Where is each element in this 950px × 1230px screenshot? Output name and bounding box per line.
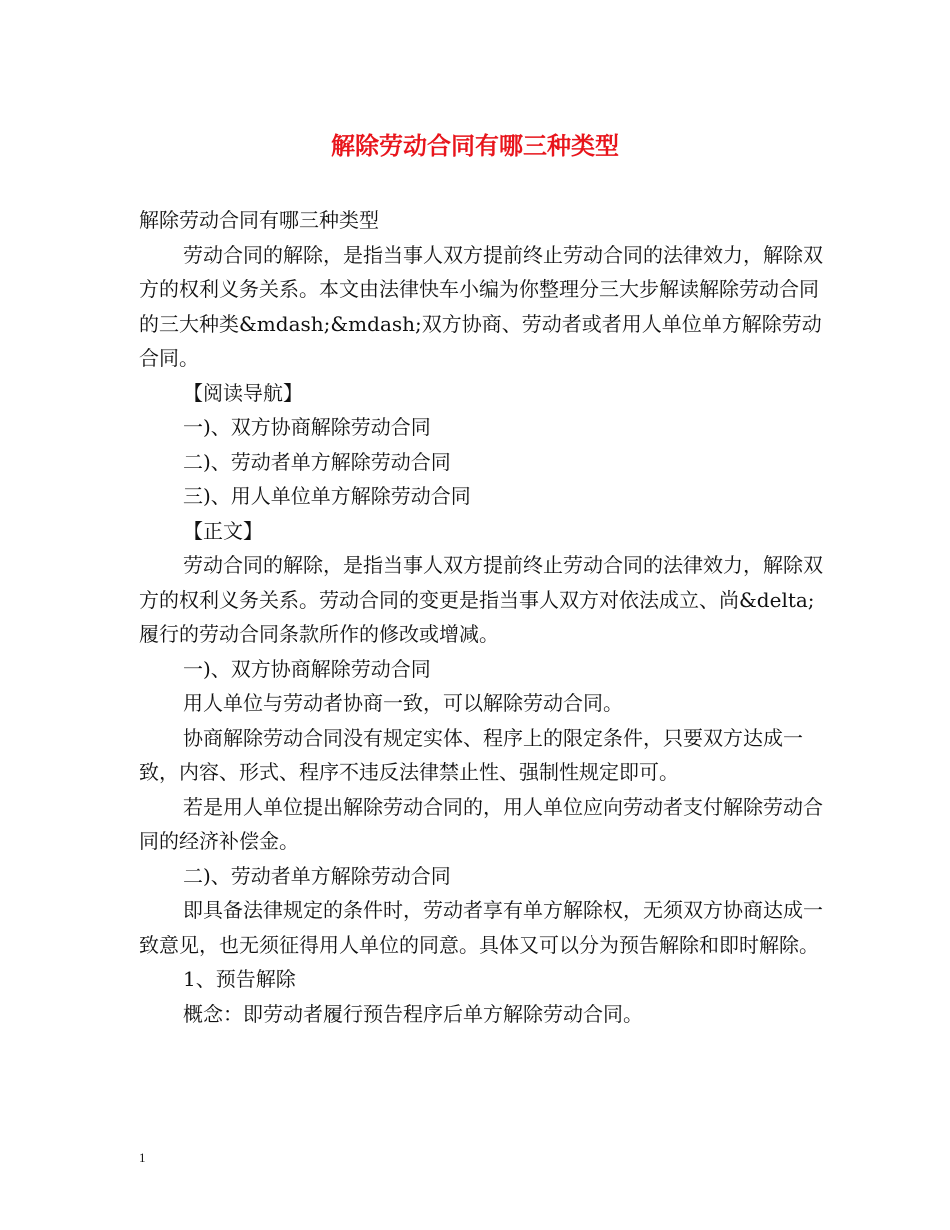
nav-item-3: 三)、用人单位单方解除劳动合同 bbox=[183, 484, 471, 508]
paragraph-mutual-agreement: 用人单位与劳动者协商一致，可以解除劳动合同。 bbox=[183, 691, 623, 715]
paragraph-compensation: 若是用人单位提出解除劳动合同的，用人单位应向劳动者支付解除劳动合同的经济补偿金。 bbox=[139, 794, 823, 853]
subsection-heading-1: 1、预告解除 bbox=[183, 967, 296, 991]
reading-nav-heading: 【阅读导航】 bbox=[183, 380, 303, 405]
paragraph-concept: 概念：即劳动者履行预告程序后单方解除劳动合同。 bbox=[183, 1001, 643, 1026]
nav-item-1: 一)、双方协商解除劳动合同 bbox=[183, 415, 431, 439]
document-body bbox=[139, 203, 829, 1031]
page-number: 1 bbox=[139, 1150, 146, 1165]
document-title: 解除劳动合同有哪三种类型 bbox=[331, 131, 619, 160]
main-text-heading: 【正文】 bbox=[183, 518, 263, 543]
section-heading-2: 二)、劳动者单方解除劳动合同 bbox=[183, 863, 451, 888]
nav-item-2: 二)、劳动者单方解除劳动合同 bbox=[183, 449, 451, 474]
paragraph-definition: 劳动合同的解除，是指当事人双方提前终止劳动合同的法律效力，解除双方的权利义务关系。劳动合同的变更是指当事人双方对依法成立、尚&delta;履行的劳动合同条款所作的修改或增减。 bbox=[139, 553, 823, 646]
section-heading-1: 一)、双方协商解除劳动合同 bbox=[183, 656, 431, 681]
paragraph-unilateral-right: 即具备法律规定的条件时，劳动者享有单方解除权，无须双方协商达成一致意见，也无须征得用人单位的同意。具体又可以分为预告解除和即时解除。 bbox=[139, 898, 823, 957]
paragraph-intro: 劳动合同的解除，是指当事人双方提前终止劳动合同的法律效力，解除双方的权利义务关系。本文由法律快车小编为你整理分三大步解读解除劳动合同的三大种类&mdash;&mdash;双方协商、劳动者或者用人单位单方解除劳动合同。 bbox=[139, 242, 823, 370]
paragraph-no-conditions: 协商解除劳动合同没有规定实体、程序上的限定条件，只要双方达成一致，内容、形式、程序不违反法律禁止性、强制性规定即可。 bbox=[139, 725, 803, 784]
paragraph-subtitle: 解除劳动合同有哪三种类型 bbox=[139, 208, 379, 232]
